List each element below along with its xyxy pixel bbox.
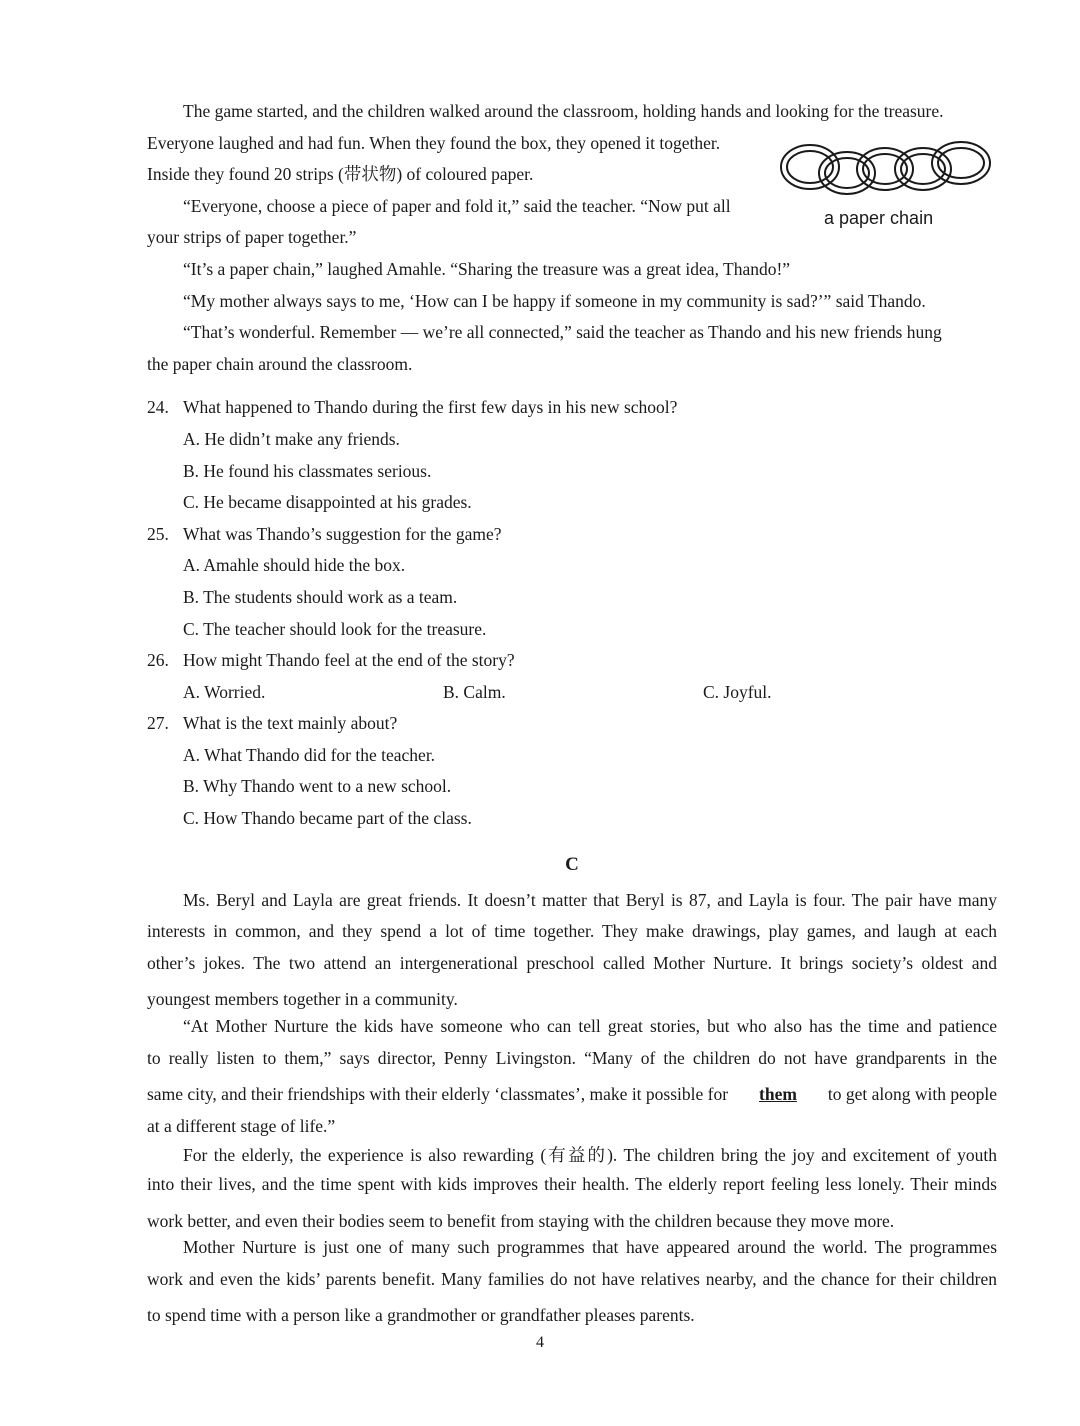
option-26b[interactable]: B. Calm. <box>443 681 506 702</box>
exam-page <box>147 96 997 1332</box>
passage-line: to spend time with a person like a grandmother or grandfather pleases parents. <box>147 1305 695 1326</box>
option-24a[interactable]: A. He didn’t make any friends. <box>183 428 400 449</box>
option-25a[interactable]: A. Amahle should hide the box. <box>183 555 406 576</box>
passage-line: For the elderly, the experience is also rewarding (有益的). The children bring the joy and excitement of youth <box>183 1145 997 1166</box>
story-paragraph: “Everyone, choose a piece of paper and fold it,” said the teacher. “Now put all <box>183 195 731 216</box>
passage-line: Mother Nurture is just one of many such programmes that have appeared around the world. The programmes <box>183 1237 997 1258</box>
option-26a[interactable]: A. Worried. <box>183 681 266 702</box>
story-paragraph: “It’s a paper chain,” laughed Amahle. “Sharing the treasure was a great idea, Thando!” <box>183 258 791 279</box>
passage-line: youngest members together in a community. <box>147 989 458 1010</box>
underlined-word: them <box>759 1084 797 1105</box>
story-line: Inside they found 20 strips (带状物) of coloured paper. <box>147 164 534 185</box>
question-27 <box>147 708 997 740</box>
passage-line: at a different stage of life.” <box>147 1115 336 1136</box>
section-heading: C <box>565 853 579 875</box>
question-25 <box>147 519 997 551</box>
story-line: the paper chain around the classroom. <box>147 353 413 374</box>
passage-line: “At Mother Nurture the kids have someone who can tell great stories, but who also has the time and patience <box>183 1016 997 1037</box>
question-text: What was Thando’s suggestion for the game? <box>183 523 502 544</box>
question-number: 24. <box>147 397 169 418</box>
option-27a[interactable]: A. What Thando did for the teacher. <box>183 744 436 765</box>
page-number: 4 <box>536 1334 544 1351</box>
figure-caption: a paper chain <box>824 208 934 228</box>
option-25b[interactable]: B. The students should work as a team. <box>183 586 458 607</box>
option-27c[interactable]: C. How Thando became part of the class. <box>183 808 472 829</box>
story-line: Everyone laughed and had fun. When they found the box, they opened it together. <box>147 132 721 153</box>
question-text: How might Thando feel at the end of the story? <box>183 650 515 671</box>
question-26 <box>147 645 997 677</box>
question-text: What is the text mainly about? <box>183 713 398 734</box>
passage-line: Ms. Beryl and Layla are great friends. It doesn’t matter that Beryl is 87, and Layla is four. The pair have many <box>183 889 997 910</box>
option-26c[interactable]: C. Joyful. <box>703 681 772 702</box>
question-24 <box>147 392 997 424</box>
options-row-26 <box>147 677 997 709</box>
passage-line: work and even the kids’ parents benefit. Many families do not have relatives nearby, and the chance for their children <box>147 1268 997 1289</box>
story-paragraph: “That’s wonderful. Remember — we’re all connected,” said the teacher as Thando and his new friends hung <box>183 322 942 343</box>
passage-line: into their lives, and the time spent with kids improves their health. The elderly report feeling less lonely. Their minds <box>147 1174 997 1194</box>
story-paragraph: The game started, and the children walked around the classroom, holding hands and looking for the treasure. <box>183 101 944 121</box>
question-text: What happened to Thando during the first few days in his new school? <box>183 397 678 418</box>
question-number: 26. <box>147 650 169 671</box>
story-line: your strips of paper together.” <box>147 227 357 248</box>
passage-line: interests in common, and they spend a lot of time together. They make drawings, play games, and laugh at each <box>147 921 997 942</box>
passage-line: work better, and even their bodies seem to benefit from staying with the children because they move more. <box>147 1210 895 1231</box>
question-number: 27. <box>147 713 169 734</box>
option-24c[interactable]: C. He became disappointed at his grades. <box>183 492 472 513</box>
passage-text: to get along with people <box>827 1084 997 1105</box>
option-27b[interactable]: B. Why Thando went to a new school. <box>183 776 452 797</box>
passage-line <box>147 1079 997 1111</box>
question-number: 25. <box>147 523 169 544</box>
passage-line: other’s jokes. The two attend an intergenerational preschool called Mother Nurture. It brings society’s oldest and <box>147 952 997 973</box>
option-25c[interactable]: C. The teacher should look for the treasure. <box>183 618 487 639</box>
passage-text: same city, and their friendships with their elderly ‘classmates’, make it possible for <box>147 1084 729 1105</box>
passage-line: to really listen to them,” says director, Penny Livingston. “Many of the children do not have grandparents in the <box>147 1047 997 1068</box>
story-paragraph: “My mother always says to me, ‘How can I be happy if someone in my community is sad?’” said Thando. <box>183 290 926 311</box>
option-24b[interactable]: B. He found his classmates serious. <box>183 460 432 481</box>
